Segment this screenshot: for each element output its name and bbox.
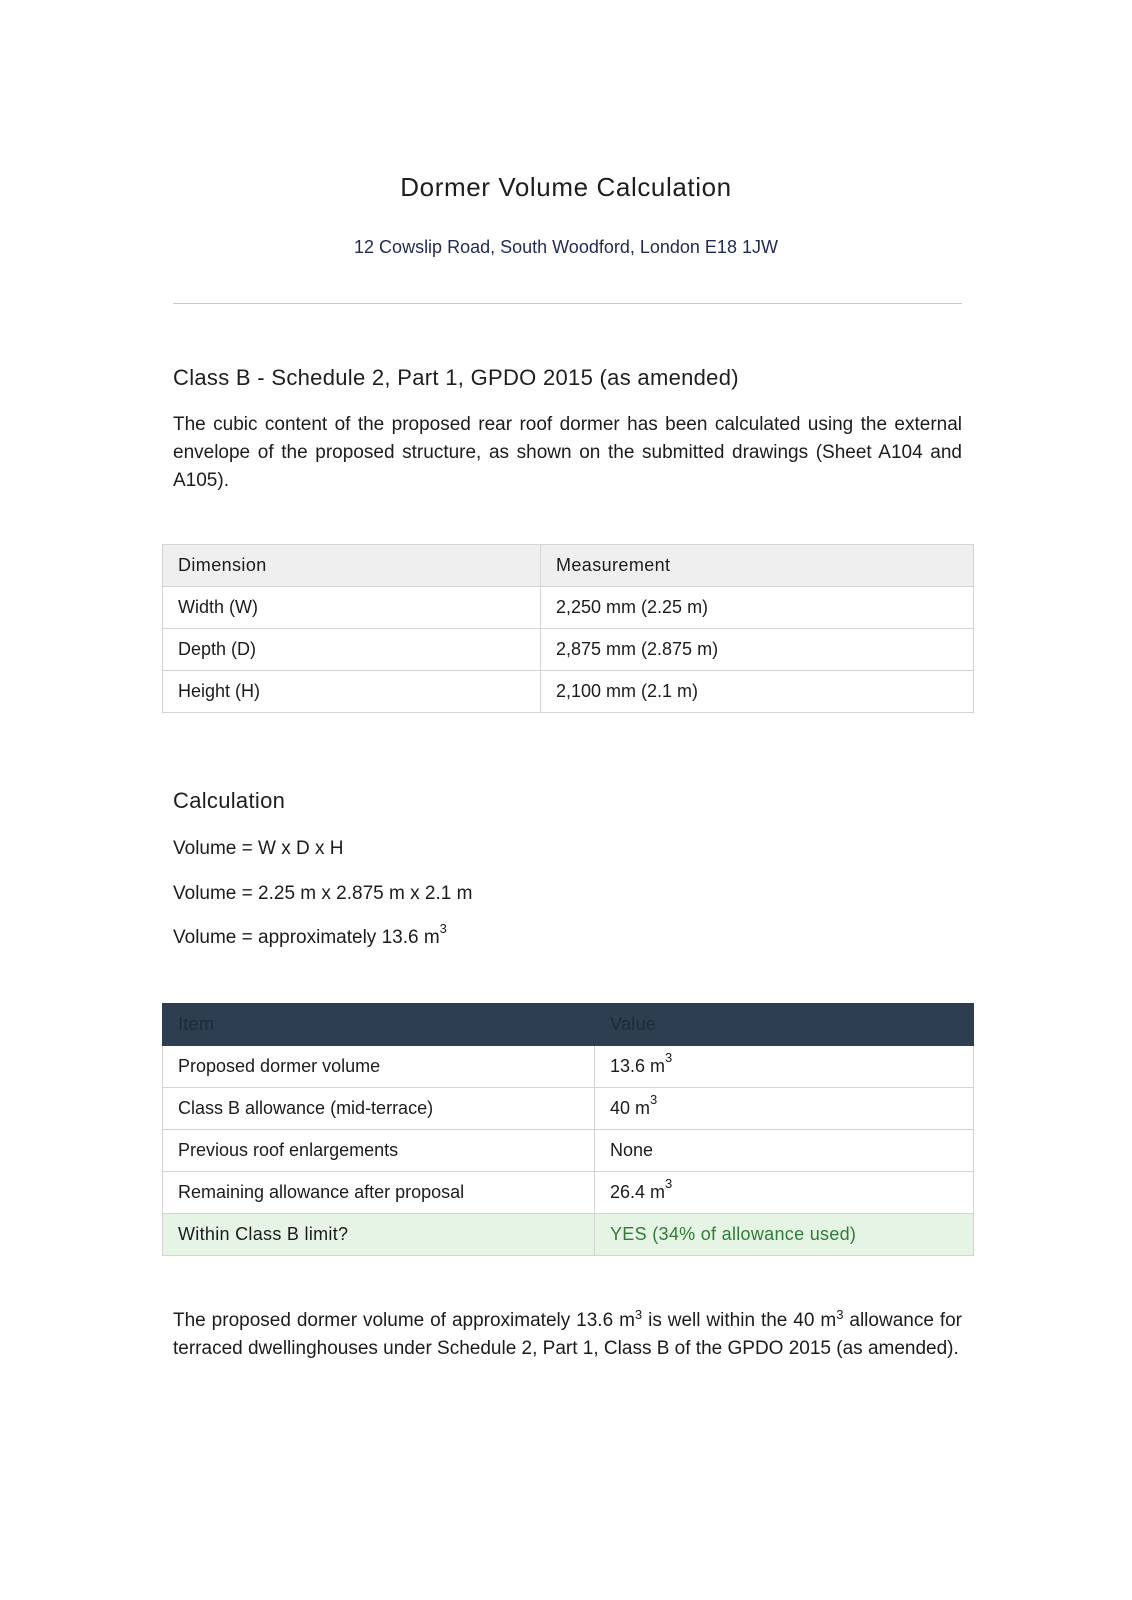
- result-text: Volume = approximately 13.6 m: [173, 927, 440, 948]
- header-divider: [173, 303, 962, 304]
- cubic-superscript: 3: [665, 1050, 673, 1065]
- dimension-label: Height (H): [163, 671, 541, 713]
- cubic-superscript: 3: [836, 1307, 844, 1322]
- cubic-superscript: 3: [634, 1307, 643, 1322]
- value-text: 26.4 m: [610, 1182, 666, 1202]
- intro-paragraph: The cubic content of the proposed rear roof dormer has been calculated using the external envelope of the proposed structure, as shown on the submitted drawings (Sheet A104 and A105).: [173, 414, 962, 491]
- conclusion-text-3: allowance for terraced dwellinghouses under Schedule 2, Part 1, Class B of the GPDO 2015 (as amended).: [173, 1310, 963, 1359]
- item-value: [595, 1046, 974, 1088]
- table-row: [163, 671, 974, 713]
- dimension-label: Depth (D): [163, 629, 541, 671]
- dimensions-table: [162, 544, 974, 713]
- class-b-heading: Class B - Schedule 2, Part 1, GPDO 2015 (as amended): [173, 365, 739, 390]
- column-header-value: Value: [595, 1004, 974, 1046]
- result-line: [173, 921, 447, 949]
- table-row: [163, 1130, 974, 1172]
- item-label: Previous roof enlargements: [163, 1130, 595, 1172]
- conclusion-paragraph: [173, 1307, 962, 1363]
- table-header-row: [163, 545, 974, 587]
- page-title: Dormer Volume Calculation: [400, 172, 732, 202]
- table-row: [163, 587, 974, 629]
- cubic-superscript: 3: [650, 1092, 658, 1107]
- calculation-heading: Calculation: [173, 788, 286, 813]
- column-header-measurement: Measurement: [541, 545, 974, 587]
- item-label: Remaining allowance after proposal: [163, 1172, 595, 1214]
- compliance-label: Within Class B limit?: [163, 1214, 595, 1256]
- dimension-value: 2,250 mm (2.25 m): [541, 587, 974, 629]
- substitution-line: Volume = 2.25 m x 2.875 m x 2.1 m: [173, 883, 473, 904]
- table-row: [163, 1088, 974, 1130]
- formula-line: Volume = W x D x H: [173, 838, 344, 859]
- column-header-dimension: Dimension: [163, 545, 541, 587]
- value-text: 40 m: [610, 1098, 651, 1118]
- dimension-value: 2,100 mm (2.1 m): [541, 671, 974, 713]
- site-address: 12 Cowslip Road, South Woodford, London E18 1JW: [354, 237, 778, 257]
- cubic-superscript: 3: [665, 1176, 673, 1191]
- value-text: 13.6 m: [610, 1056, 666, 1076]
- table-row: [163, 1172, 974, 1214]
- compliance-result: YES (34% of allowance used): [595, 1214, 974, 1256]
- dimension-label: Width (W): [163, 587, 541, 629]
- conclusion-text-1: The proposed dormer volume of approximately 13.6 m: [173, 1310, 635, 1331]
- item-value: None: [595, 1130, 974, 1172]
- item-label: Proposed dormer volume: [163, 1046, 595, 1088]
- table-row: [163, 629, 974, 671]
- table-row: [163, 1046, 974, 1088]
- results-table: [162, 1003, 974, 1256]
- conclusion-text-2: is well within the 40 m: [642, 1310, 837, 1331]
- cubic-superscript: 3: [439, 921, 447, 936]
- item-label: Class B allowance (mid-terrace): [163, 1088, 595, 1130]
- compliance-row: [163, 1214, 974, 1256]
- item-value: [595, 1088, 974, 1130]
- dimension-value: 2,875 mm (2.875 m): [541, 629, 974, 671]
- table-header-row: [163, 1004, 974, 1046]
- item-value: [595, 1172, 974, 1214]
- column-header-item: Item: [163, 1004, 595, 1046]
